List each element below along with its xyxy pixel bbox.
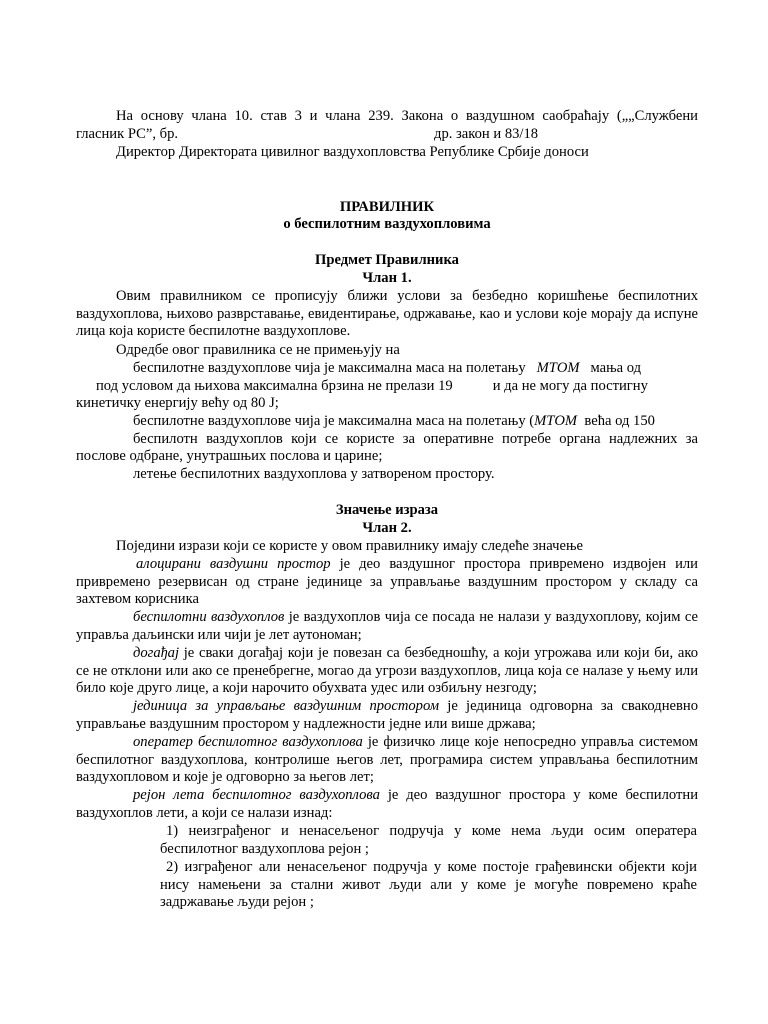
definition-occurrence: догађај је сваки догађај који је повезан са безбедношћу, а који угрожава или који би, ако се не отклони или ако се пренебрегне, могао да угрози ваздухоплов, лица која се налазе у њему или било које друго лице, а који нарочито обухвата удес или озбиљну незгоду; bbox=[76, 645, 698, 697]
document-subtitle: о беспилотним ваздухопловима bbox=[283, 216, 491, 232]
definition-term: јединица за управљање ваздушним простором bbox=[133, 698, 440, 714]
definition-operator: оператер беспилотног ваздухоплова је физичко лице које непосредно управља системом беспилотног ваздухоплова, контролише његов лет, програмира систем управљања беспилотним ваздухопловом и које је одговорно за његов лет; bbox=[76, 734, 698, 786]
definition-flight-zone: рејон лета беспилотног ваздухоплова је део ваздушног простора у коме беспилотни ваздухоплов лети, а који се налази изнад: bbox=[76, 787, 698, 821]
definition-unmanned-aircraft: беспилотни ваздухоплов је ваздухоплов чија се посада не налази у ваздухоплову, којим се управља даљински или чији је лет аутономан; bbox=[76, 609, 698, 643]
preamble-line-1: На основу члана 10. став 3 и члана 239. Закона о ваздушном саобраћају („„Службени bbox=[116, 108, 698, 124]
article-1-paragraph-2: Одредбе овог правилника се не примењују на bbox=[116, 342, 400, 358]
definition-airspace-management-unit: јединица за управљање ваздушним простором је јединица одговорна за свакодневно управљање ваздушним простором у надлежности једне или више држава; bbox=[76, 698, 698, 732]
flight-zone-item-1: 1) неизграђеног и ненасељеног подручја у коме нема људи осим оператера беспилотног ваздухоплова рејон ; bbox=[160, 823, 697, 857]
exemption-item-4: летење беспилотних ваздухоплова у затвореном простору. bbox=[133, 466, 495, 482]
exemption-item-3-line-1: беспилотн ваздухоплов који се користе за оперативне потребе органа надлежних за bbox=[133, 431, 698, 447]
article-2-label: Члан 2. bbox=[362, 520, 412, 536]
definition-term: рејон лета беспилотног ваздухоплова bbox=[133, 787, 380, 803]
exemption-item-1-line-3: кинетичку енергију већу од 80 J; bbox=[76, 395, 279, 411]
exemption-item-3-line-2: послове одбране, унутрашњих послова и царине; bbox=[76, 448, 383, 464]
exemption-item-1-line-2: под условом да њихова максимална брзина не прелази 19 и да не могу да постигну bbox=[96, 378, 648, 394]
mtom-abbr: МТОМ bbox=[534, 413, 578, 429]
definition-term: догађај bbox=[133, 645, 180, 661]
preamble-line-2 bbox=[76, 126, 698, 144]
document-title: ПРАВИЛНИК bbox=[339, 199, 435, 215]
article-1-label: Члан 1. bbox=[362, 270, 412, 286]
article-1-paragraph-1: Овим правилником се прописују ближи услови за безбедно коришћење беспилотних ваздухоплова, њихово разврставање, евидентирање, одржавање, као и услови које морају да испуне лица која користе беспилотне ваздухоплове. bbox=[76, 288, 698, 340]
preamble-line-3: Директор Директората цивилног ваздухопловства Републике Србије доноси bbox=[116, 144, 589, 160]
preamble-gazette: гласник РС”, бр. bbox=[76, 126, 179, 142]
exemption-item-2: беспилотне ваздухоплове чија је максимална маса на полетању (МТОМ већа од 150 bbox=[133, 413, 655, 429]
definition-term: оператер беспилотног ваздухоплова bbox=[133, 734, 363, 750]
preamble-law-ref: др. закон и 83/18 bbox=[434, 126, 539, 142]
section-1-heading: Предмет Правилника bbox=[315, 252, 459, 268]
mtom-abbr: МТОМ bbox=[536, 360, 580, 376]
definition-term: алоцирани ваздушни простор bbox=[136, 556, 331, 572]
definition-allocated-airspace: алоцирани ваздушни простор је део ваздушног простора привремено издвојен или привремено резервисан од стране јединице за управљање ваздушним простором у складу са захтевом корисника bbox=[76, 556, 698, 608]
article-2-intro: Поједини изрази који се користе у овом правилнику имају следеће значење bbox=[116, 538, 583, 554]
flight-zone-item-2: 2) изграђеног али ненасељеног подручја у коме постоје грађевински објекти који нису намењени за стални живот људи али у коме је могуће повремено краће задржавање људи рејон ; bbox=[160, 859, 697, 911]
exemption-item-1-line-1: беспилотне ваздухоплове чија је максимална маса на полетању МТОМ мања од bbox=[133, 360, 642, 376]
definition-term: беспилотни ваздухоплов bbox=[133, 609, 285, 625]
section-2-heading: Значење израза bbox=[335, 502, 439, 518]
